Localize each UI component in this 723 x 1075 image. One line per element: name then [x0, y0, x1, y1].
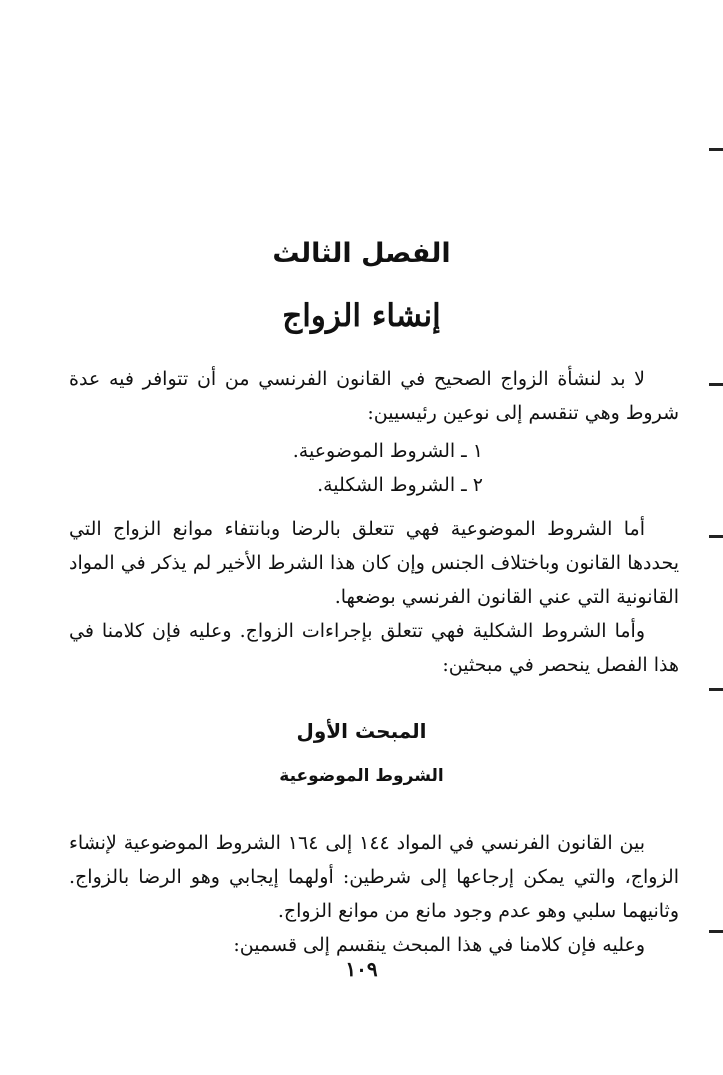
section-block	[69, 826, 679, 962]
intro-paragraph: لا بد لنشأة الزواج الصحيح في القانون الفرنسي من أن تتوافر فيه عدة شروط وهي تنقسم إلى نوعين رئيسيين:	[69, 368, 679, 424]
margin-mark	[709, 930, 723, 933]
paragraph-conditions-formal: وأما الشروط الشكلية فهي تتعلق بإجراءات الزواج. وعليه فإن كلامنا في هذا الفصل ينحصر في مبحثين:	[69, 620, 679, 676]
intro-block	[69, 362, 679, 502]
margin-mark	[709, 148, 723, 151]
margin-mark	[709, 688, 723, 691]
paragraph-division: وعليه فإن كلامنا في هذا المبحث ينقسم إلى قسمين:	[233, 934, 645, 956]
chapter-heading: الفصل الثالث	[272, 238, 451, 269]
paragraph-conditions-objective: أما الشروط الموضوعية فهي تتعلق بالرضا وبانتفاء موانع الزواج التي يحددها القانون وباختلاف الجنس وإن كان هذا الشرط الأخير لم يذكر في المواد القانونية التي عني القانون الفرنسي بوضعها.	[69, 518, 679, 608]
list-item-2: ٢ ـ الشروط الشكلية.	[317, 474, 483, 496]
list-item-1: ١ ـ الشروط الموضوعية.	[292, 440, 483, 462]
main-title: إنشاء الزواج	[282, 298, 441, 334]
margin-mark	[709, 535, 723, 538]
section-subheading: الشروط الموضوعية	[279, 766, 444, 786]
page-number: ١٠٩	[345, 957, 378, 981]
paragraph-articles: بين القانون الفرنسي في المواد ١٤٤ إلى ١٦٤ الشروط الموضوعية لإنشاء الزواج، والتي يمكن إرجاعها إلى شرطين: أولهما إيجابي وهو الرضا بالزواج. وثانيهما سلبي وهو عدم وجود مانع من موانع الزواج.	[69, 832, 679, 922]
body-block	[69, 512, 679, 682]
section-heading: المبحث الأول	[296, 719, 427, 743]
margin-mark	[709, 383, 723, 386]
